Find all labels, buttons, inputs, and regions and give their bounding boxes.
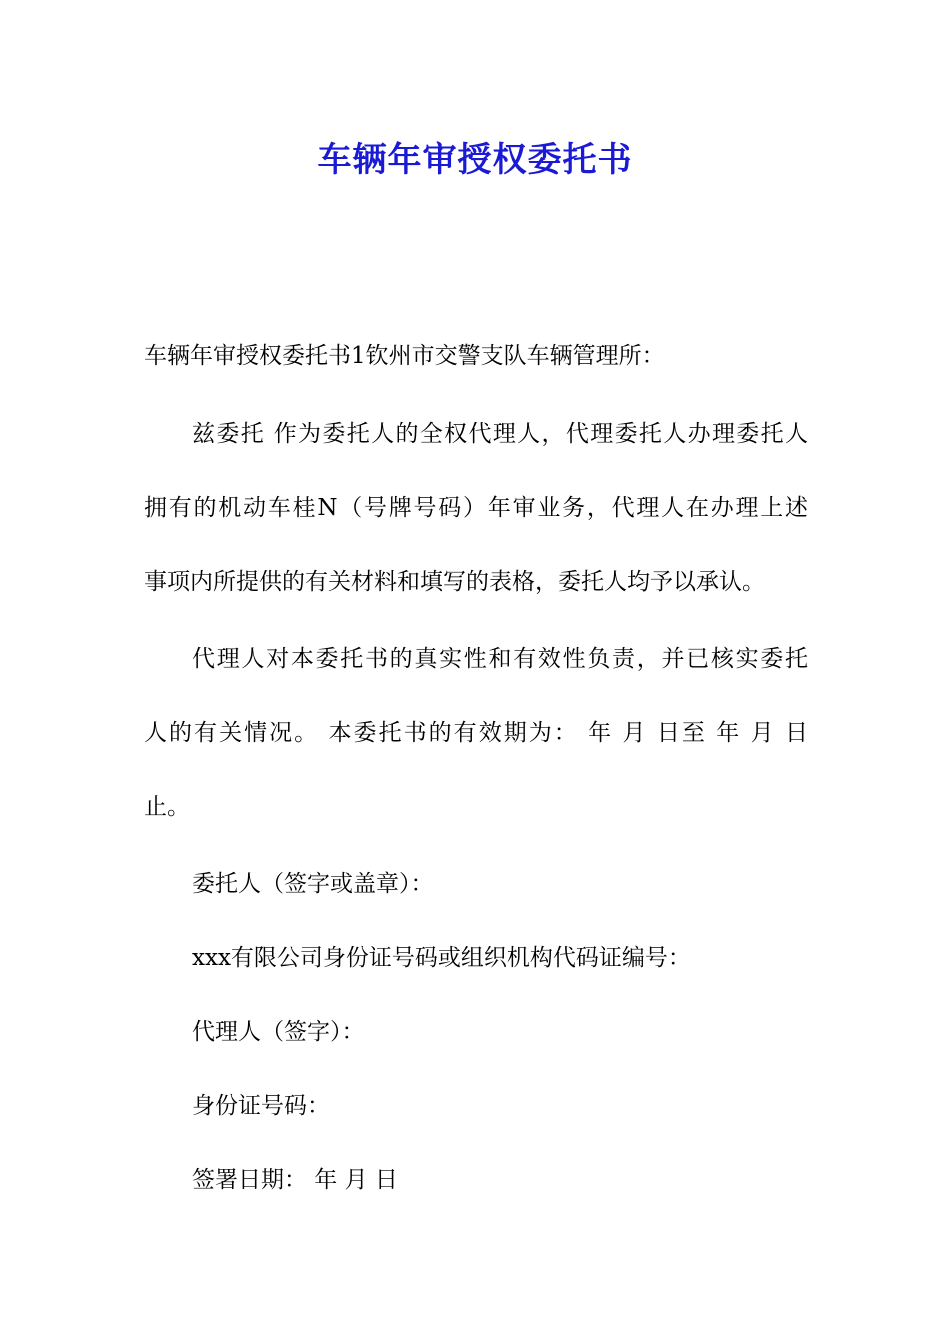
agent-signature-line: 代理人（签字）： xyxy=(192,1019,365,1045)
principal-signature-line: 委托人（签字或盖章）： xyxy=(192,871,434,897)
addressee-line: 车辆年审授权委托书1钦州市交警支队车辆管理所： xyxy=(144,343,665,369)
sign-date-line: 签署日期： 年 月 日 xyxy=(192,1167,398,1193)
paragraph-2-line-2: 人的有关情况。 本委托书的有效期为： 年 月 日至 年 月 日 xyxy=(144,720,808,746)
paragraph-2-line-3: 止。 xyxy=(144,794,190,820)
paragraph-1-line-2: 拥有的机动车桂N（号牌号码）年审业务，代理人在办理上述 xyxy=(144,495,808,521)
company-id-line: xxx有限公司身份证号码或组织机构代码证编号： xyxy=(192,945,691,971)
paragraph-1-line-3: 事项内所提供的有关材料和填写的表格，委托人均予以承认。 xyxy=(144,569,765,595)
document-title: 车辆年审授权委托书 xyxy=(317,140,633,180)
paragraph-2-line-1: 代理人对本委托书的真实性和有效性负责，并已核实委托 xyxy=(192,646,808,672)
paragraph-1-line-1: 兹委托 作为委托人的全权代理人，代理委托人办理委托人 xyxy=(192,421,808,447)
id-number-line: 身份证号码： xyxy=(192,1093,330,1119)
